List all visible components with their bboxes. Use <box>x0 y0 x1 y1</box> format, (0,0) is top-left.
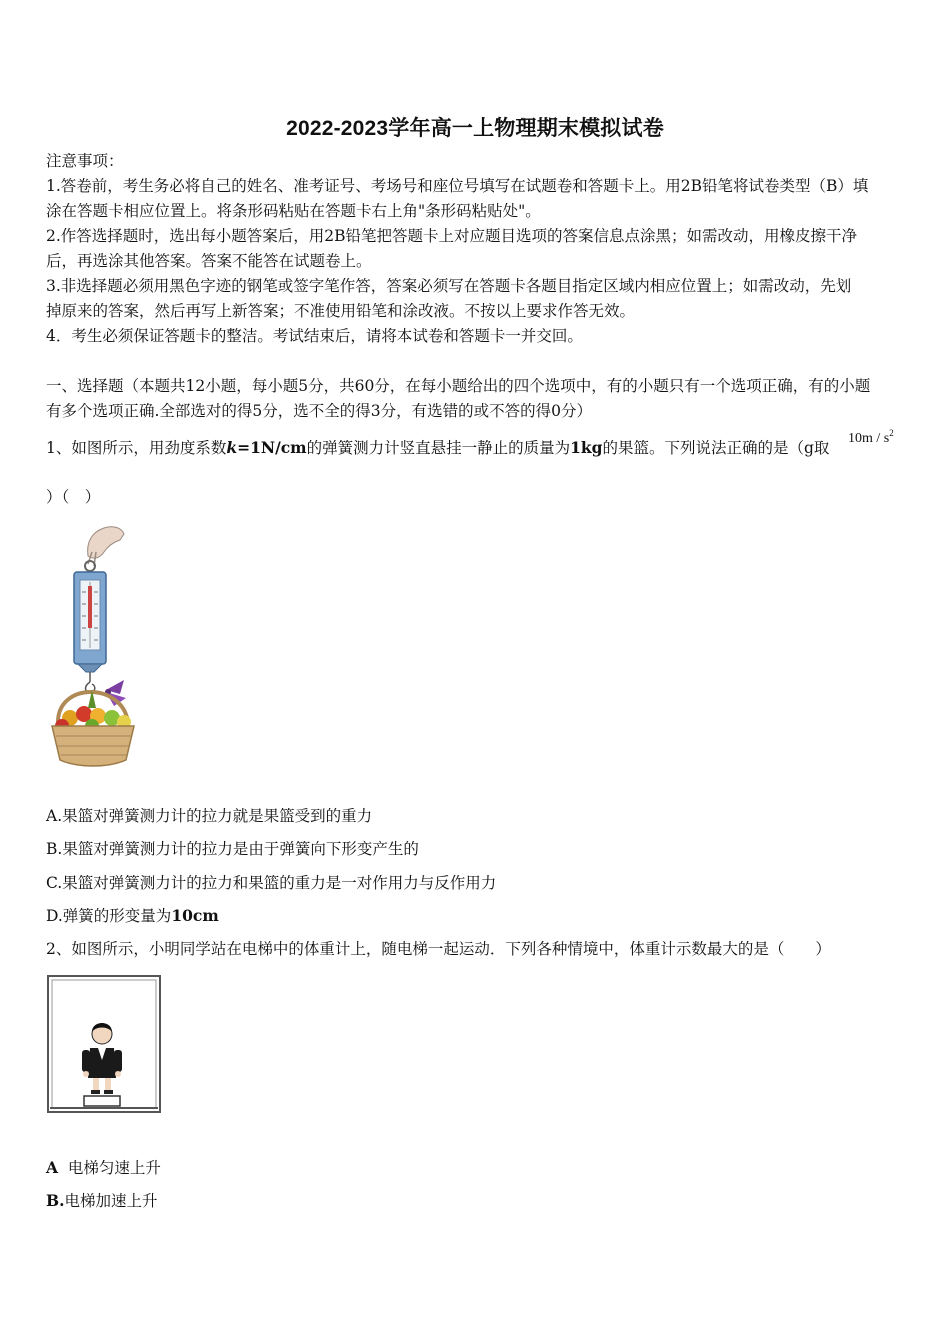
q1-option-d-value: 10cm <box>171 906 219 925</box>
q2-option-a <box>46 1156 161 1178</box>
notes-line: 2.作答选择题时，选出每小题答案后，用2B铅笔把答题卡上对应题目选项的答案信息点涂黑；如需改动，用橡皮擦干净 <box>46 227 858 245</box>
q2-option-b <box>46 1189 158 1211</box>
q1-option-a: A.果篮对弹簧测力计的拉力就是果篮受到的重力 <box>46 807 373 825</box>
section-heading-line2: 有多个选项正确.全部选对的得5分，选不全的得3分，有选错的或不答的得0分） <box>46 402 593 420</box>
notes-heading: 注意事项： <box>46 152 124 170</box>
q2-option-a-text: 电梯匀速上升 <box>67 1159 161 1177</box>
q2-option-b-letter: B. <box>46 1191 65 1210</box>
notes-line: 涂在答题卡相应位置上。将条形码粘贴在答题卡右上角"条形码粘贴处"。 <box>46 202 541 220</box>
spring-scale-fruit-basket-icon <box>48 522 140 770</box>
q1-stem-part2: 的弹簧测力计竖直悬挂一静止的质量为 <box>306 439 571 457</box>
q1-stem-part1: 1、如图所示，用劲度系数 <box>46 439 227 457</box>
q1-stem-tail: ）（ ） <box>46 488 101 506</box>
q1-option-b: B.果篮对弹簧测力计的拉力是由于弹簧向下形变产生的 <box>46 840 419 858</box>
notes-line: 掉原来的答案，然后再写上新答案；不准使用铅笔和涂改液。不按以上要求作答无效。 <box>46 302 636 320</box>
q1-stem <box>46 438 829 458</box>
q2-stem: 2、如图所示，小明同学站在电梯中的体重计上，随电梯一起运动．下列各种情境中，体重计示数最大的是（ ） <box>46 940 831 958</box>
notes-line: 4．考生必须保证答题卡的整洁。考试结束后，请将本试卷和答题卡一并交回。 <box>46 327 583 345</box>
q1-option-d: D.弹簧的形变量为10cm <box>46 906 219 925</box>
notes-line: 1.答卷前，考生务必将自己的姓名、准考证号、考场号和座位号填写在试题卷和答题卡上。用2B铅笔将试卷类型（B）填 <box>46 177 869 195</box>
q2-option-b-text: 电梯加速上升 <box>64 1192 158 1210</box>
page-title: 2022-2023学年高一上物理期末模拟试卷 <box>286 117 664 140</box>
section-heading-line1: 一、选择题（本题共12小题，每小题5分，共60分，在每小题给出的四个选项中，有的小题只有一个选项正确，有的小题 <box>46 377 871 395</box>
elevator-person-scale-icon <box>46 974 162 1114</box>
q1-option-c: C.果篮对弹簧测力计的拉力和果篮的重力是一对作用力与反作用力 <box>46 874 497 892</box>
q1-k-symbol: k <box>226 438 238 457</box>
notes-line: 后，再选涂其他答案。答案不能答在试题卷上。 <box>46 252 372 270</box>
notes-line: 3.非选择题必须用黑色字迹的钢笔或签字笔作答，答案必须写在答题卡各题目指定区域内相应位置上；如需改动，先划 <box>46 277 852 295</box>
q1-stem-part3: 的果篮。下列说法正确的是（g取 <box>602 439 830 457</box>
q1-k-value: =1N/cm <box>237 438 307 457</box>
q1-mass: 1kg <box>570 438 603 457</box>
q2-option-a-letter: A <box>46 1158 59 1177</box>
q1-g-value: $10m / s^2$ <box>848 428 894 446</box>
